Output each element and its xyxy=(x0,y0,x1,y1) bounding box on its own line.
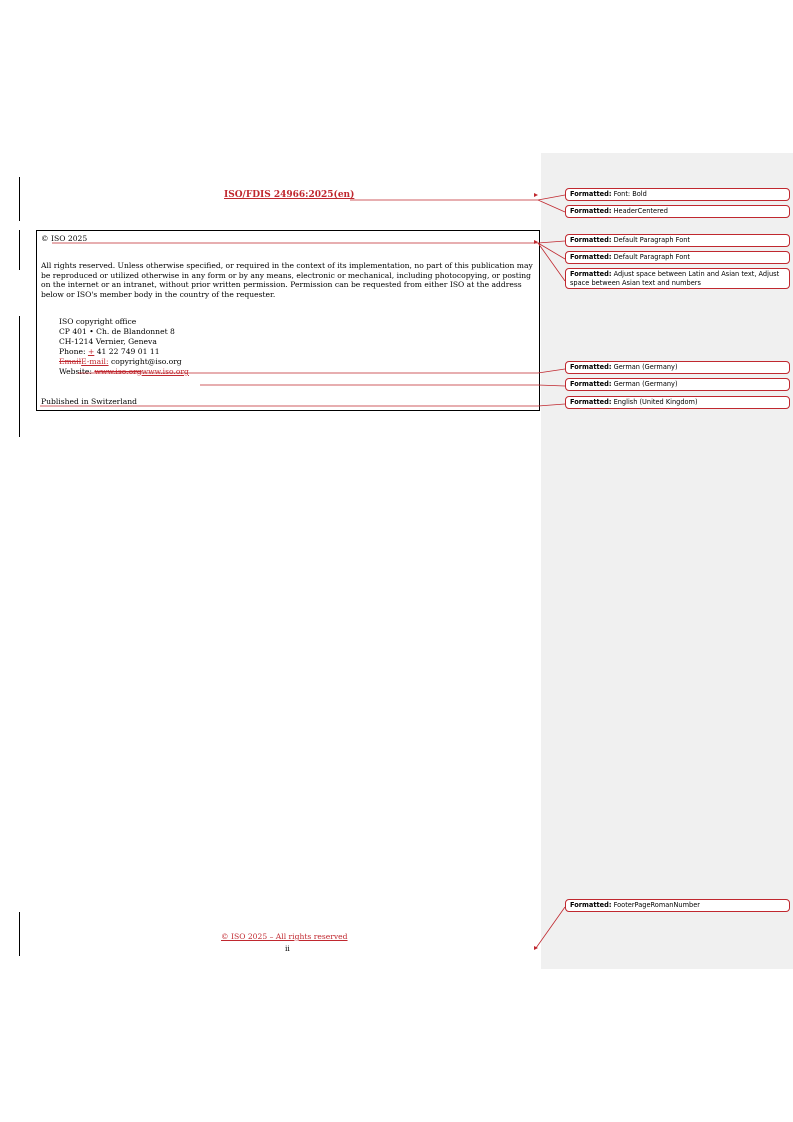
phone-plus: + xyxy=(87,347,95,356)
phone-number: 41 22 749 01 11 xyxy=(94,347,160,356)
comment-balloon[interactable] xyxy=(565,234,790,247)
connector-line xyxy=(40,404,565,406)
email-value[interactable]: copyright@iso.org xyxy=(108,357,182,366)
footer-copyright: © ISO 2025 – All rights reserved xyxy=(221,932,348,941)
connector-line xyxy=(350,195,565,200)
comment-text: Adjust space between Latin and Asian text, Adjust space between Asian text and numbers xyxy=(570,270,780,287)
comment-text: Font: Bold xyxy=(611,190,647,198)
email-inserted: E-mail xyxy=(81,357,106,366)
comment-text: Default Paragraph Font xyxy=(611,253,690,261)
comment-balloon[interactable] xyxy=(565,378,790,391)
comment-balloon[interactable] xyxy=(565,396,790,409)
rights-paragraph: All rights reserved. Unless otherwise specified, or required in the context of its implementation, no part of this publication may be reproduced or utilized otherwise in any form or by any means, electronic or mechanical, including photocopying, or posting on the internet or an intranet, without prior written permission. Permission can be requested from either ISO at the address below or ISO's member body in the country of the requester. xyxy=(41,261,533,299)
comment-text: Default Paragraph Font xyxy=(611,236,690,244)
comment-text: German (Germany) xyxy=(611,363,678,371)
email-colon: : xyxy=(105,357,109,366)
comment-label: Formatted: xyxy=(570,253,612,261)
connector-line xyxy=(536,907,565,948)
comment-balloon[interactable] xyxy=(565,205,790,218)
anchor-mark xyxy=(534,193,538,197)
comment-balloon[interactable] xyxy=(565,268,790,289)
comment-label: Formatted: xyxy=(570,398,612,406)
comment-balloon[interactable] xyxy=(565,361,790,374)
comment-label: Formatted: xyxy=(570,270,612,278)
connector-line xyxy=(200,385,565,386)
comment-label: Formatted: xyxy=(570,190,612,198)
comment-text: German (Germany) xyxy=(611,380,678,388)
page-header-title: ISO/FDIS 24966:2025(en) xyxy=(224,190,355,200)
website-label: Website: xyxy=(59,367,95,376)
comment-label: Formatted: xyxy=(570,207,612,215)
phone-label: Phone: xyxy=(59,347,88,356)
connector-line xyxy=(538,200,565,212)
comment-label: Formatted: xyxy=(570,236,612,244)
comment-balloon[interactable] xyxy=(565,899,790,912)
comment-text: FooterPageRomanNumber xyxy=(611,901,700,909)
comment-label: Formatted: xyxy=(570,363,612,371)
office-address-line2: CH-1214 Vernier, Geneva xyxy=(59,337,157,346)
website-deleted[interactable]: www.iso.org xyxy=(94,367,142,376)
comment-balloon[interactable] xyxy=(565,188,790,201)
email-deleted: Email xyxy=(59,357,82,366)
copyright-owner-year: ISO 2025 xyxy=(51,234,88,243)
comment-text: HeaderCentered xyxy=(611,207,668,215)
connector-line xyxy=(538,243,565,281)
comment-label: Formatted: xyxy=(570,380,612,388)
website-inserted[interactable]: www.iso.org xyxy=(141,367,189,376)
connector-line xyxy=(52,241,565,243)
office-name: ISO copyright office xyxy=(59,317,137,326)
published-in: Published in Switzerland xyxy=(41,397,138,406)
connector-line xyxy=(538,243,565,259)
comment-text: English (United Kingdom) xyxy=(611,398,698,406)
comment-balloon[interactable] xyxy=(565,251,790,264)
footer-page-number: ii xyxy=(285,944,290,953)
connector-line xyxy=(78,369,565,373)
copyright-symbol: © xyxy=(41,234,49,243)
comment-label: Formatted: xyxy=(570,901,612,909)
office-address-line1: CP 401 • Ch. de Blandonnet 8 xyxy=(59,327,175,336)
